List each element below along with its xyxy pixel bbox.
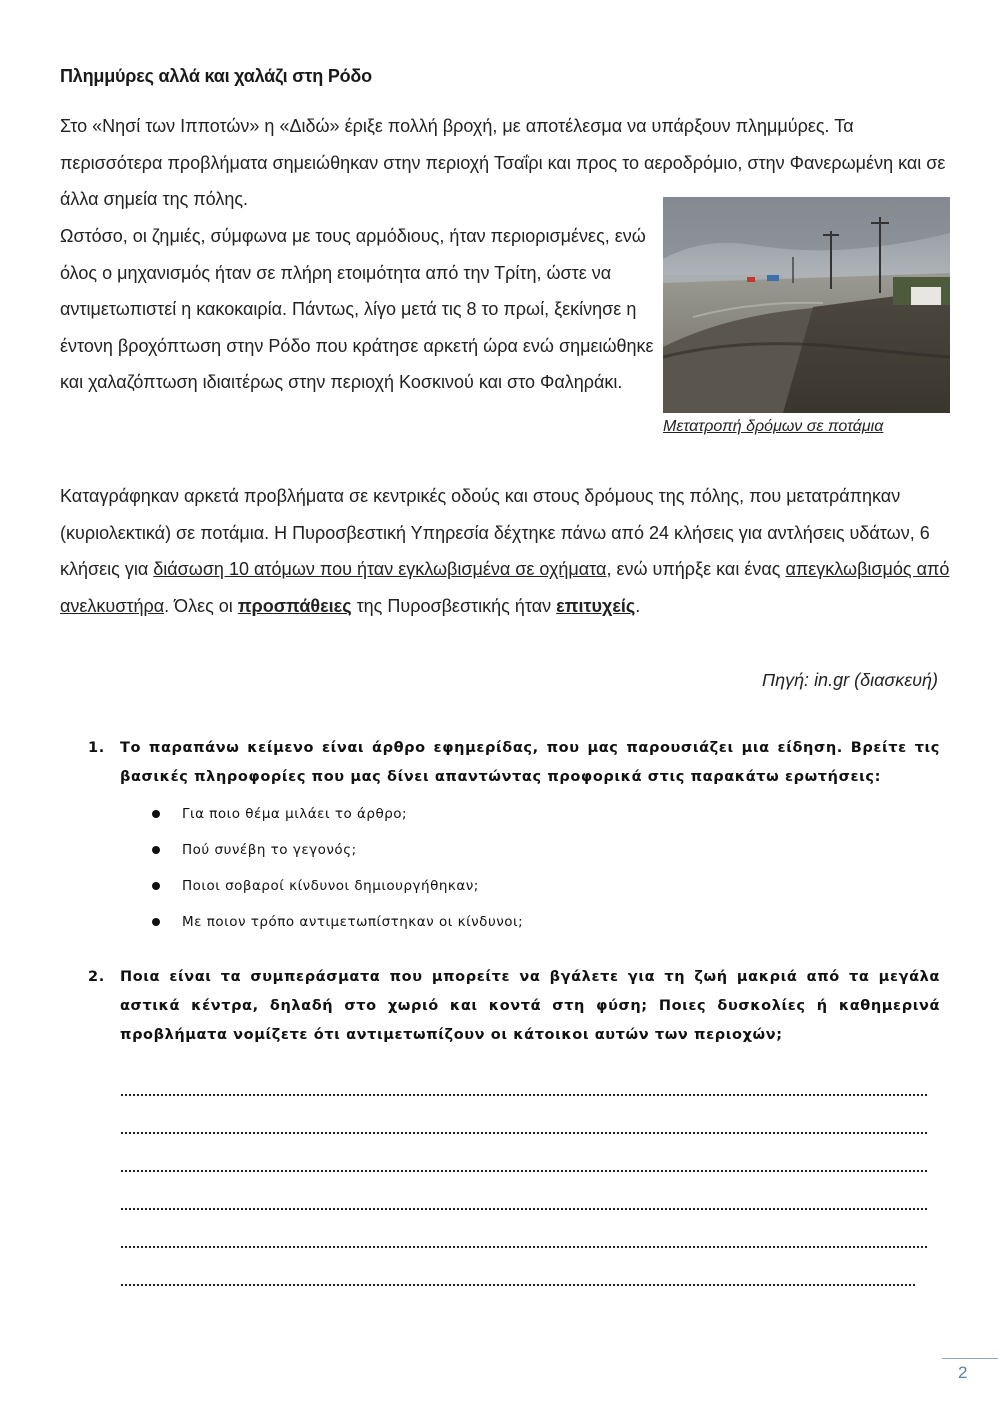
list-item <box>150 832 523 868</box>
bullet-text: Με ποιον τρόπο αντιμετωπίστηκαν οι κίνδυνοι; <box>182 914 524 930</box>
answer-line[interactable] <box>120 1169 928 1173</box>
photo-caption: Μετατροπή δρόμων σε ποτάμια <box>663 418 884 435</box>
answer-line[interactable] <box>120 1093 928 1097</box>
paragraph-3-text-a: Καταγράφηκαν αρκετά προβλήματα σε κεντρικές οδούς και στους δρόμους της πόλης, που μετατράπηκαν (κυριολεκτικά) σε ποτάμια. Η Πυροσβεστική Υπηρεσία δέχτηκε πάνω από 24 κλήσεις για αντλήσεις υδάτων, 6 κλήσεις για <box>60 486 930 579</box>
question-1-number: 1. <box>88 740 105 756</box>
article-source: Πηγή: in.gr (διασκευή) <box>762 670 938 690</box>
article-title: Πλημμύρες αλλά και χαλάζι στη Ρόδο <box>60 66 372 86</box>
bullet-icon <box>152 918 160 926</box>
question-1 <box>88 734 940 792</box>
efforts-word: προσπάθειες <box>237 595 352 616</box>
page-number: 2 <box>958 1363 968 1382</box>
paragraph-3-text-e: . <box>635 595 641 616</box>
successful-word: επιτυχείς <box>556 595 636 616</box>
answer-line[interactable] <box>120 1207 928 1211</box>
article-paragraph-3 <box>60 478 950 624</box>
flooded-road-photo <box>663 197 950 413</box>
question-1-text: Το παραπάνω κείμενο είναι άρθρο εφημερίδας, που μας παρουσιάζει μια είδηση. Βρείτε τις βασικές πληροφορίες που μας δίνει απαντώντας προφορικά στις παρακάτω ερωτήσεις: <box>120 740 940 785</box>
bullet-icon <box>152 846 160 854</box>
question-2-text: Ποια είναι τα συμπεράσματα που μπορείτε να βγάλετε για τη ζωή μακριά από τα μεγάλα αστικά κέντρα, δηλαδή στο χωριό και κοντά στη φύση; Ποιες δυσκολίες ή καθημερινά προβλήματα νομίζετε ότι αντιμετωπίζουν οι κάτοικοι αυτών των περιοχών; <box>120 969 940 1043</box>
article-paragraph-1: Στο «Νησί των Ιπποτών» η «Διδώ» έριξε πολλή βροχή, με αποτέλεσμα να υπάρξουν πλημμύρες. Τα περισσότερα προβλήματα σημειώθηκαν στην περιοχή Τσαΐρι και προς το αεροδρόμιο, στην Φανερωμένη και σε άλλα σημεία της πόλης. <box>60 116 946 209</box>
list-item <box>150 904 523 940</box>
paragraph-3-text-c: . Όλες οι <box>164 595 238 616</box>
paragraph-3-text-d: της Πυροσβεστικής ήταν <box>351 595 557 616</box>
question-1-bullets <box>150 796 523 940</box>
bullet-icon <box>152 882 160 890</box>
elevator-rescue-phrase: απεγκλωβισμός από ανελκυστήρα <box>60 559 950 616</box>
question-2 <box>88 963 940 1050</box>
answer-line[interactable] <box>120 1245 928 1249</box>
question-2-number: 2. <box>88 969 105 985</box>
rescue-vehicles-phrase: διάσωση 10 ατόμων που ήταν εγκλωβισμένα σε οχήματα, <box>153 559 612 579</box>
bullet-text: Ποιοι σοβαροί κίνδυνοι δημιουργήθηκαν; <box>182 878 479 894</box>
bullet-icon <box>152 810 160 818</box>
footer-rule <box>942 1358 998 1359</box>
paragraph-3-text-b: ενώ υπήρξε και ένας <box>611 559 786 579</box>
list-item <box>150 868 523 904</box>
list-item <box>150 796 523 832</box>
answer-line[interactable] <box>120 1131 928 1135</box>
bullet-text: Για ποιο θέμα μιλάει το άρθρο; <box>182 806 408 822</box>
article-paragraph-2: Ωστόσο, οι ζημιές, σύμφωνα με τους αρμόδιους, ήταν περιορισμένες, ενώ όλος ο μηχανισμός ήταν σε πλήρη ετοιμότητα από την Τρίτη, ώστε να αντιμετωπιστεί η κακοκαιρία. Πάντως, λίγο μετά τις 8 το πρωί, ξεκίνησε η έντονη βροχόπτωση στην Ρόδο που κράτησε αρκετή ώρα ενώ σημειώθηκε και χαλαζόπτωση ιδιαιτέρως στην περιοχή Κοσκινού και στο Φαληράκι. <box>60 226 654 392</box>
bullet-text: Πού συνέβη το γεγονός; <box>182 842 357 858</box>
answer-line[interactable] <box>120 1283 916 1287</box>
